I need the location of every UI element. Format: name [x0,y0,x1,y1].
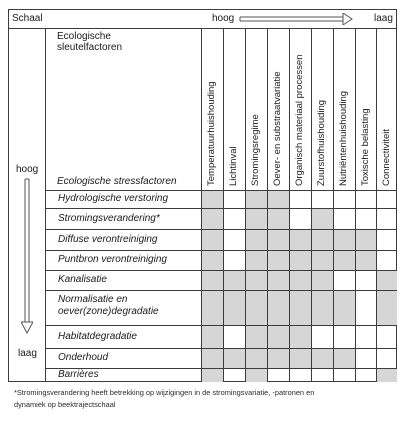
shaded-cell [290,271,311,290]
column-divider [201,28,202,382]
shaded-cell [290,349,311,368]
row-label: Onderhoud [58,352,109,363]
shaded-cell [290,291,311,325]
key-factors-label-line1: Ecologische [57,31,111,42]
shaded-cell [202,326,223,348]
column-divider [333,28,334,382]
shaded-cell [334,349,355,368]
column-header: Toxische belasting [359,108,371,186]
shaded-cell [268,209,289,229]
shaded-cell [268,349,289,368]
row-label: Barrières [58,369,99,380]
shaded-cell [356,251,376,270]
shaded-cell [202,349,223,368]
shaded-cell [312,251,333,270]
shaded-cell [268,230,289,250]
footnote [14,387,398,411]
shaded-cell [224,271,245,290]
shaded-cell [224,291,245,325]
vertical-low-label: laag [18,348,37,359]
row-label: Kanalisatie [58,274,107,285]
row-divider [45,270,397,271]
shaded-cell [202,369,223,382]
shaded-cell [377,291,397,325]
shaded-cell [224,349,245,368]
shaded-cell [356,230,376,250]
row-label: oever(zone)degradatie [58,306,159,317]
shaded-cell [312,271,333,290]
scale-arrow-down-icon [21,178,33,334]
shaded-cell [334,251,355,270]
column-header: Zuurstofhuishouding [316,99,327,186]
shaded-cell [290,251,311,270]
shaded-cell [246,271,267,290]
column-divider [223,28,224,382]
shaded-cell [246,191,267,208]
shaded-cell [268,191,289,208]
shaded-cell [268,251,289,270]
row-divider [45,325,397,326]
column-divider [245,28,246,382]
shaded-cell [290,326,311,348]
shaded-cell [202,271,223,290]
vertical-high-label: hoog [16,164,39,175]
shaded-cell [290,230,311,250]
shaded-cell [377,271,397,290]
shaded-cell [202,251,223,270]
shaded-cell [312,209,333,229]
row-label: Diffuse verontreiniging [58,233,158,245]
column-divider [267,28,268,382]
shaded-cell [268,326,289,348]
shaded-cell [246,209,267,229]
key-factors-label-line2: sleutelfactoren [57,42,123,53]
row-divider [45,348,397,349]
shaded-cell [268,271,289,290]
column-header: Organisch materiaal processen [294,54,305,186]
shaded-cell [377,369,397,382]
row-divider [45,290,397,291]
shaded-cell [202,230,223,250]
column-divider [289,28,290,382]
row-label: Puntbron verontreiniging [58,254,167,265]
shaded-cell [312,349,333,368]
row-label: Stromingsverandering* [58,212,160,224]
shaded-cell [268,291,289,325]
shaded-cell [246,251,267,270]
row-label: Hydrologische verstoring [58,193,169,204]
footnote-line1: *Stromingsverandering heeft betrekking op wijzigingen in de stromingsvariatie, -patronen en [14,388,315,397]
shaded-cell [246,291,267,325]
shaded-cell [334,291,355,325]
scale-arrow-right-icon [239,13,353,25]
stress-factors-label: Ecologische stressfactoren [57,176,177,187]
shaded-cell [202,191,223,208]
scale-high-label: hoog [212,13,235,24]
column-header: Temperatuurhuishouding [206,81,217,186]
shaded-cell [246,349,267,368]
column-header: Oever- en substraatvariatie [272,71,283,186]
scale-label: Schaal [12,13,43,24]
row-label: Normalisatie en [58,294,128,305]
column-header: Lichtinval [228,146,239,186]
column-header: Connectiviteit [380,128,392,186]
shaded-cell [246,326,267,348]
shaded-cell [312,291,333,325]
shaded-cell [202,291,223,325]
shaded-cell [246,369,267,382]
shaded-cell [334,230,355,250]
shaded-cell [202,209,223,229]
column-divider [355,28,356,382]
row-label: Habitatdegradatie [58,330,137,342]
row-divider [45,250,397,251]
shaded-cell [246,230,267,250]
shaded-cell [312,230,333,250]
column-header: Nutriëntenhuishouding [338,90,349,186]
row-divider [45,208,397,209]
footnote-line2: dynamiek op beektrajectschaal [14,400,116,409]
scale-low-label: laag [374,13,393,24]
row-divider [45,190,397,191]
row-divider [45,229,397,230]
column-divider [376,28,377,382]
column-header: Stromingsregime [250,114,261,186]
column-divider [311,28,312,382]
